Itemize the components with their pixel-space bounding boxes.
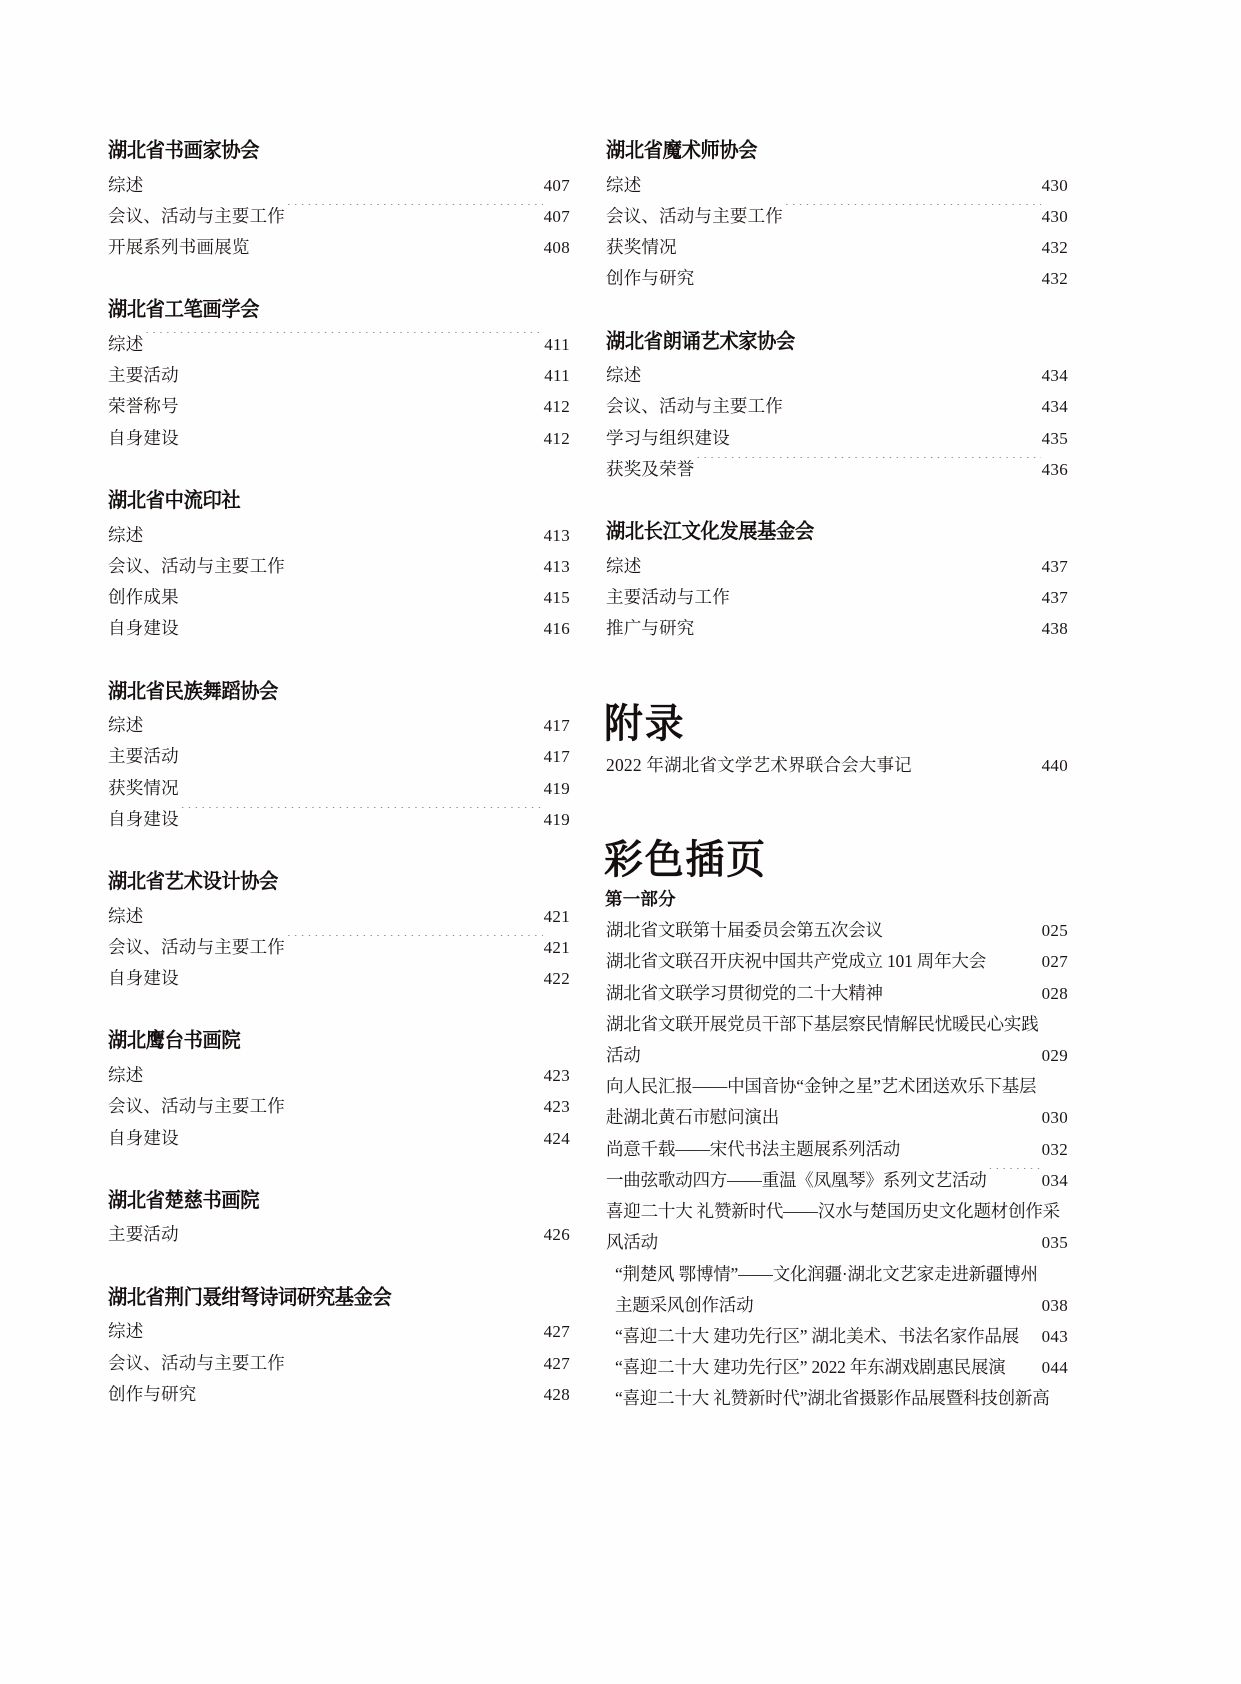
toc-entry-label: 向人民汇报——中国音协“金钟之星”艺术团送欢乐下基层 bbox=[606, 1076, 1037, 1097]
color-insert-subtitle: 第一部分 bbox=[605, 890, 676, 911]
toc-entry-page: 434 bbox=[1041, 397, 1068, 417]
dot-leader bbox=[884, 919, 1041, 937]
toc-entry[interactable] bbox=[104, 1060, 570, 1091]
toc-entry-label: 会议、活动与主要工作 bbox=[108, 555, 285, 576]
toc-entry[interactable] bbox=[104, 520, 570, 551]
toc-entry-page: 423 bbox=[543, 1097, 570, 1117]
dot-leader bbox=[144, 173, 542, 191]
toc-group-title: 湖北省中流印社 bbox=[108, 487, 241, 512]
toc-entry-page: 432 bbox=[1041, 238, 1068, 258]
toc-group-title: 湖北省民族舞蹈协会 bbox=[108, 678, 279, 703]
dot-leader bbox=[144, 904, 542, 922]
toc-entry-line bbox=[606, 946, 1068, 977]
dot-leader bbox=[1007, 1356, 1041, 1374]
toc-entry[interactable] bbox=[104, 329, 570, 360]
dot-leader bbox=[696, 617, 1041, 635]
toc-entry-label: 主要活动 bbox=[108, 365, 179, 386]
toc-entry[interactable] bbox=[602, 360, 1068, 391]
toc-entry-label: “喜迎二十大 建功先行区” 2022 年东湖戏剧惠民展演 bbox=[615, 1357, 1006, 1378]
toc-entry-line bbox=[606, 1071, 1068, 1102]
toc-entry[interactable] bbox=[602, 1134, 1068, 1165]
toc-entry-label: “喜迎二十大 建功先行区” 湖北美术、书法名家作品展 bbox=[615, 1325, 1020, 1346]
toc-group bbox=[104, 1028, 570, 1153]
toc-entry-page: 025 bbox=[1041, 921, 1068, 941]
toc-entry-page: 437 bbox=[1041, 588, 1068, 608]
dot-leader bbox=[731, 426, 1041, 444]
toc-entry-page: 432 bbox=[1041, 269, 1068, 289]
toc-group bbox=[104, 138, 570, 263]
toc-entry-page: 437 bbox=[1041, 556, 1068, 576]
toc-entry[interactable] bbox=[104, 170, 570, 201]
toc-entry-page: 413 bbox=[543, 525, 570, 545]
toc-entry[interactable] bbox=[602, 1009, 1068, 1071]
toc-entry-line bbox=[606, 1165, 1068, 1196]
toc-entry[interactable] bbox=[602, 454, 1068, 485]
toc-entry-page: 030 bbox=[1041, 1108, 1068, 1128]
toc-entry[interactable] bbox=[104, 1379, 570, 1410]
dot-leader bbox=[1061, 1200, 1067, 1218]
toc-entry-label: 自身建设 bbox=[108, 427, 179, 448]
toc-entry-page: 419 bbox=[543, 778, 570, 798]
toc-group-title: 湖北省艺术设计协会 bbox=[108, 869, 279, 894]
dot-leader bbox=[1039, 1262, 1067, 1280]
toc-group-title: 湖北省楚慈书画院 bbox=[108, 1187, 260, 1212]
toc-entry[interactable] bbox=[104, 741, 570, 772]
toc-entry[interactable] bbox=[602, 551, 1068, 582]
toc-entry[interactable] bbox=[602, 1383, 1068, 1414]
dot-leader bbox=[696, 267, 1041, 285]
appendix-title: 附录 bbox=[604, 700, 686, 747]
toc-group-title: 湖北鹰台书画院 bbox=[108, 1028, 241, 1053]
toc-entry-label: 自身建设 bbox=[108, 808, 179, 829]
dot-leader bbox=[180, 967, 543, 985]
toc-entry-page: 417 bbox=[543, 747, 570, 767]
toc-entry-page: 407 bbox=[543, 175, 570, 195]
toc-entry[interactable] bbox=[602, 613, 1068, 644]
toc-entry-label: 综述 bbox=[108, 905, 144, 926]
dot-leader bbox=[642, 173, 1040, 191]
toc-entry-page: 416 bbox=[543, 619, 570, 639]
appendix-section bbox=[602, 700, 1068, 781]
toc-entry-label: 赴湖北黄石市慰问演出 bbox=[606, 1107, 779, 1128]
toc-entry-label: “喜迎二十大 礼赞新时代”湖北省摄影作品展暨科技创新高 bbox=[615, 1388, 1050, 1409]
toc-group bbox=[104, 1188, 570, 1251]
toc-entry[interactable] bbox=[602, 1259, 1068, 1321]
toc-entry-label: 获奖情况 bbox=[606, 237, 677, 258]
dot-leader bbox=[144, 1320, 542, 1338]
toc-entry-label: 会议、活动与主要工作 bbox=[108, 1096, 285, 1117]
toc-entry-page: 032 bbox=[1041, 1139, 1068, 1159]
dot-leader bbox=[1040, 1012, 1068, 1030]
toc-entry-page: 415 bbox=[543, 588, 570, 608]
toc-entry-page: 413 bbox=[543, 556, 570, 576]
toc-group bbox=[104, 679, 570, 836]
toc-entry-label: 主题采风创作活动 bbox=[615, 1294, 754, 1315]
toc-entry-page: 038 bbox=[1041, 1295, 1068, 1315]
toc-entry[interactable] bbox=[602, 1165, 1068, 1196]
toc-entry-page: 424 bbox=[543, 1128, 570, 1148]
dot-leader bbox=[659, 1231, 1041, 1249]
toc-entry-page: 044 bbox=[1041, 1358, 1068, 1378]
toc-entry-label: 荣誉称号 bbox=[108, 396, 179, 417]
toc-entry-page: 028 bbox=[1041, 983, 1068, 1003]
toc-entry-line bbox=[615, 1321, 1068, 1352]
toc-entry-label: 2022 年湖北省文学艺术界联合会大事记 bbox=[606, 754, 912, 775]
toc-entry[interactable] bbox=[104, 391, 570, 422]
dot-leader bbox=[678, 236, 1041, 254]
toc-group bbox=[104, 1285, 570, 1410]
toc-entry-label: 湖北省文联召开庆祝中国共产党成立 101 周年大会 bbox=[606, 951, 986, 972]
toc-group-title: 湖北长江文化发展基金会 bbox=[606, 519, 814, 544]
toc-group bbox=[104, 488, 570, 645]
toc-entry-label: 综述 bbox=[606, 555, 642, 576]
toc-entry-label: 会议、活动与主要工作 bbox=[606, 396, 783, 417]
toc-entry[interactable] bbox=[602, 1352, 1068, 1383]
dot-leader bbox=[180, 395, 543, 413]
toc-entry-label: 综述 bbox=[108, 174, 144, 195]
dot-leader bbox=[987, 950, 1041, 968]
dot-leader bbox=[180, 1126, 543, 1144]
toc-entry[interactable] bbox=[602, 423, 1068, 454]
toc-entry-label: 创作与研究 bbox=[606, 268, 695, 289]
toc-entry[interactable] bbox=[602, 263, 1068, 294]
toc-entry[interactable] bbox=[104, 1219, 570, 1250]
toc-entry-page: 426 bbox=[543, 1225, 570, 1245]
dot-leader bbox=[286, 1095, 543, 1113]
toc-entry-page: 408 bbox=[543, 238, 570, 258]
toc-entry-label: 综述 bbox=[606, 365, 642, 386]
dot-leader bbox=[251, 236, 543, 254]
dot-leader bbox=[180, 1223, 543, 1241]
dot-leader bbox=[1020, 1324, 1041, 1342]
toc-entry-page: 411 bbox=[544, 334, 570, 354]
toc-entry[interactable] bbox=[104, 932, 570, 963]
dot-leader bbox=[180, 364, 543, 382]
toc-entry-line bbox=[615, 1259, 1068, 1290]
toc-entry-label: 会议、活动与主要工作 bbox=[606, 205, 783, 226]
toc-entry-page: 428 bbox=[543, 1384, 570, 1404]
toc-group bbox=[602, 519, 1068, 644]
dot-leader bbox=[198, 1382, 543, 1400]
color-insert-section bbox=[602, 836, 1068, 1415]
toc-entry[interactable] bbox=[602, 1321, 1068, 1352]
toc-entry-label: 获奖情况 bbox=[108, 777, 179, 798]
dot-leader bbox=[144, 523, 542, 541]
toc-entry-page: 423 bbox=[543, 1066, 570, 1086]
dot-leader bbox=[144, 714, 542, 732]
toc-entry-page: 422 bbox=[543, 969, 570, 989]
toc-entry[interactable] bbox=[104, 1316, 570, 1347]
dot-leader bbox=[1037, 1075, 1067, 1093]
dot-leader bbox=[180, 426, 543, 444]
toc-columns bbox=[104, 138, 1104, 1415]
toc-entry-page: 417 bbox=[543, 716, 570, 736]
toc-entry-page: 407 bbox=[543, 206, 570, 226]
toc-entry-label: 风活动 bbox=[606, 1232, 658, 1253]
toc-entry-label: 会议、活动与主要工作 bbox=[108, 936, 285, 957]
toc-entry-page: 412 bbox=[543, 428, 570, 448]
dot-leader bbox=[144, 332, 543, 350]
toc-entry[interactable] bbox=[602, 1071, 1068, 1133]
toc-entry-page: 427 bbox=[543, 1353, 570, 1373]
toc-entry-label: 自身建设 bbox=[108, 968, 179, 989]
toc-entry-label: 主要活动 bbox=[108, 746, 179, 767]
toc-entry-label: 综述 bbox=[108, 715, 144, 736]
toc-entry[interactable] bbox=[104, 551, 570, 582]
toc-entry-page: 427 bbox=[543, 1322, 570, 1342]
dot-leader bbox=[642, 364, 1040, 382]
toc-group-title: 湖北省书画家协会 bbox=[108, 138, 260, 162]
dot-leader bbox=[696, 457, 1041, 475]
toc-entry-line bbox=[606, 1227, 1068, 1258]
toc-entry-label: 尚意千载——宋代书法主题展系列活动 bbox=[606, 1138, 901, 1159]
toc-group-title: 湖北省朗诵艺术家协会 bbox=[606, 328, 795, 353]
dot-leader bbox=[784, 395, 1041, 413]
toc-entry[interactable] bbox=[602, 232, 1068, 263]
toc-group-title: 湖北省荆门聂绀弩诗词研究基金会 bbox=[108, 1284, 392, 1309]
dot-leader bbox=[180, 586, 543, 604]
toc-entry-label: 学习与组织建设 bbox=[606, 427, 730, 448]
toc-entry-line bbox=[615, 1352, 1068, 1383]
toc-entry[interactable] bbox=[602, 391, 1068, 422]
toc-entry[interactable] bbox=[602, 1196, 1068, 1258]
toc-entry[interactable] bbox=[104, 773, 570, 804]
toc-entry-label: 湖北省文联学习贯彻党的二十大精神 bbox=[606, 982, 883, 1003]
toc-entry-line bbox=[615, 1383, 1068, 1414]
toc-entry-line bbox=[606, 1009, 1068, 1040]
toc-entry-label: 综述 bbox=[108, 1321, 144, 1342]
toc-entry-page: 430 bbox=[1041, 175, 1068, 195]
toc-entry-label: 开展系列书画展览 bbox=[108, 237, 250, 258]
toc-entry[interactable] bbox=[104, 613, 570, 644]
toc-entry-label: 综述 bbox=[108, 1065, 144, 1086]
toc-entry-label: 自身建设 bbox=[108, 618, 179, 639]
toc-entry[interactable] bbox=[104, 963, 570, 994]
toc-entry-label: 综述 bbox=[108, 333, 144, 354]
toc-entry-line bbox=[606, 915, 1068, 946]
toc-entry[interactable] bbox=[104, 1348, 570, 1379]
toc-entry-label: 喜迎二十大 礼赞新时代——汉水与楚国历史文化题材创作采 bbox=[606, 1201, 1060, 1222]
toc-entry-label: 一曲弦歌动四方——重温《凤凰琴》系列文艺活动 bbox=[606, 1169, 987, 1190]
color-insert-title: 彩色插页 bbox=[604, 836, 767, 883]
dot-leader bbox=[180, 745, 543, 763]
dot-leader bbox=[286, 1351, 543, 1369]
toc-entry-label: 推广与研究 bbox=[606, 618, 695, 639]
toc-entry[interactable] bbox=[602, 946, 1068, 977]
dot-leader bbox=[180, 617, 543, 635]
toc-entry-page: 438 bbox=[1041, 619, 1068, 639]
toc-entry-label: 会议、活动与主要工作 bbox=[108, 1352, 285, 1373]
toc-entry-line bbox=[615, 1290, 1068, 1321]
toc-entry-label: 综述 bbox=[606, 174, 642, 195]
toc-entry-page: 411 bbox=[544, 366, 570, 386]
toc-entry[interactable] bbox=[104, 901, 570, 932]
toc-entry-page: 412 bbox=[543, 397, 570, 417]
dot-leader bbox=[642, 554, 1040, 572]
dot-leader bbox=[180, 776, 543, 794]
toc-entry-page: 035 bbox=[1041, 1233, 1068, 1253]
toc-entry-page: 419 bbox=[543, 809, 570, 829]
toc-entry-page: 436 bbox=[1041, 459, 1068, 479]
dot-leader bbox=[286, 204, 543, 222]
toc-entry[interactable] bbox=[602, 582, 1068, 613]
dot-leader bbox=[754, 1293, 1040, 1311]
toc-entry[interactable] bbox=[104, 360, 570, 391]
toc-entry-label: 自身建设 bbox=[108, 1127, 179, 1148]
toc-entry-page: 440 bbox=[1041, 755, 1068, 775]
dot-leader bbox=[180, 807, 543, 825]
toc-entry-label: 湖北省文联第十届委员会第五次会议 bbox=[606, 920, 883, 941]
dot-leader bbox=[286, 554, 543, 572]
toc-entry[interactable] bbox=[104, 201, 570, 232]
toc-entry-label: 主要活动 bbox=[108, 1224, 179, 1245]
toc-group bbox=[104, 297, 570, 454]
toc-entry-page: 029 bbox=[1041, 1046, 1068, 1066]
toc-entry-page: 027 bbox=[1041, 952, 1068, 972]
toc-left-column bbox=[104, 138, 570, 1415]
toc-entry-page: 430 bbox=[1041, 206, 1068, 226]
dot-leader bbox=[988, 1168, 1041, 1186]
dot-leader bbox=[144, 1064, 542, 1082]
toc-entry-label: “荆楚风 鄂博情”——文化润疆·湖北文艺家走进新疆博州 bbox=[615, 1263, 1038, 1284]
toc-entry-page: 421 bbox=[543, 937, 570, 957]
toc-entry-line bbox=[606, 1102, 1068, 1133]
dot-leader bbox=[731, 586, 1041, 604]
toc-entry[interactable] bbox=[104, 1123, 570, 1154]
toc-entry[interactable] bbox=[602, 915, 1068, 946]
toc-entry[interactable] bbox=[104, 423, 570, 454]
toc-group-title: 湖北省工笔画学会 bbox=[108, 297, 260, 322]
toc-entry-label: 会议、活动与主要工作 bbox=[108, 205, 285, 226]
toc-entry[interactable] bbox=[104, 804, 570, 835]
toc-group bbox=[602, 329, 1068, 486]
toc-group bbox=[104, 869, 570, 994]
toc-entry-page: 043 bbox=[1041, 1326, 1068, 1346]
dot-leader bbox=[901, 1137, 1040, 1155]
toc-entry-line bbox=[606, 1196, 1068, 1227]
toc-entry-page: 434 bbox=[1041, 366, 1068, 386]
toc-right-column bbox=[602, 138, 1068, 1415]
toc-entry[interactable] bbox=[602, 201, 1068, 232]
toc-entry[interactable] bbox=[104, 582, 570, 613]
toc-entry-page: 435 bbox=[1041, 428, 1068, 448]
toc-entry[interactable] bbox=[104, 1091, 570, 1122]
dot-leader bbox=[642, 1044, 1041, 1062]
toc-entry-label: 活动 bbox=[606, 1045, 641, 1066]
toc-entry[interactable] bbox=[602, 170, 1068, 201]
toc-entry-line bbox=[606, 1134, 1068, 1165]
toc-entry-label: 主要活动与工作 bbox=[606, 587, 730, 608]
dot-leader bbox=[884, 981, 1041, 999]
toc-entry-line bbox=[606, 978, 1068, 1009]
toc-entry[interactable] bbox=[104, 232, 570, 263]
dot-leader bbox=[286, 935, 543, 953]
dot-leader bbox=[784, 204, 1041, 222]
dot-leader bbox=[780, 1106, 1041, 1124]
toc-group bbox=[602, 138, 1068, 295]
toc-entry-label: 湖北省文联开展党员干部下基层察民情解民忧暖民心实践 bbox=[606, 1013, 1039, 1034]
toc-entry-label: 创作与研究 bbox=[108, 1383, 197, 1404]
toc-entry[interactable] bbox=[602, 978, 1068, 1009]
dot-leader bbox=[1051, 1387, 1067, 1405]
toc-group-title: 湖北省魔术师协会 bbox=[606, 138, 758, 162]
toc-entry[interactable] bbox=[104, 710, 570, 741]
toc-entry-label: 创作成果 bbox=[108, 587, 179, 608]
toc-entry-label: 综述 bbox=[108, 524, 144, 545]
toc-entry[interactable] bbox=[602, 750, 1068, 781]
toc-entry-page: 421 bbox=[543, 906, 570, 926]
toc-entry-line bbox=[606, 1040, 1068, 1071]
toc-entry-label: 获奖及荣誉 bbox=[606, 458, 695, 479]
toc-entry-page: 034 bbox=[1041, 1170, 1068, 1190]
dot-leader bbox=[913, 753, 1041, 771]
